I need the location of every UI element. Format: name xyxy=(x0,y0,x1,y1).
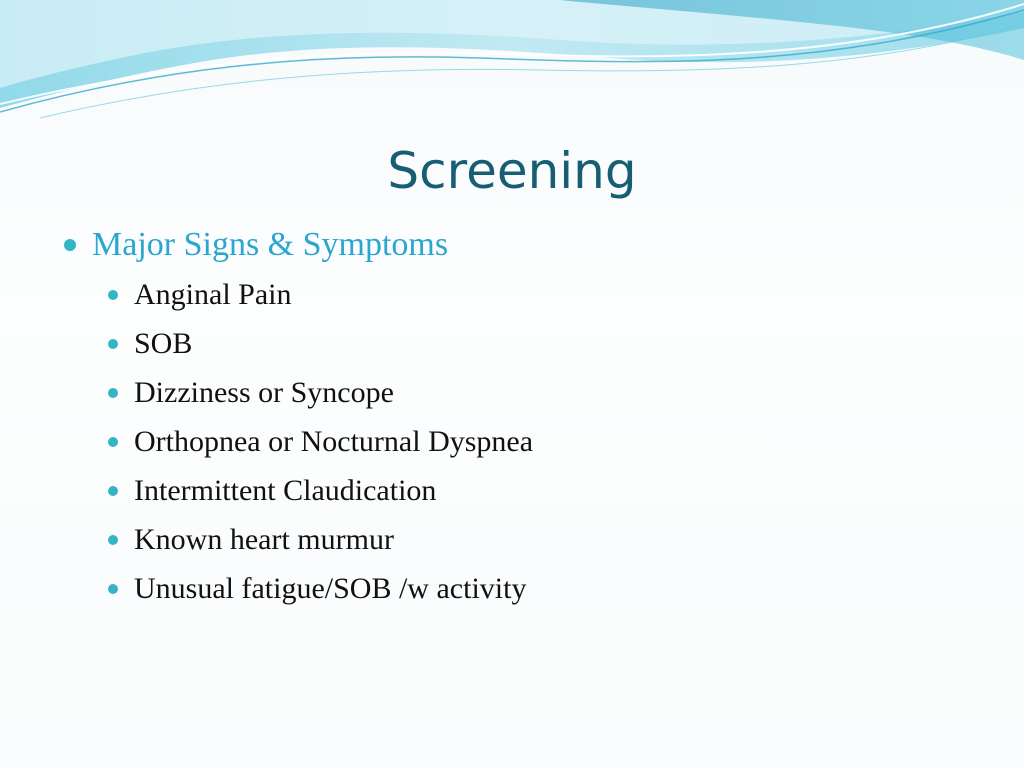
sub-bullet-item xyxy=(106,368,984,417)
sub-bullet-text: Orthopnea or Nocturnal Dyspnea xyxy=(134,425,534,458)
sub-bullet-item xyxy=(106,417,984,466)
slide-title: Screening xyxy=(387,142,637,200)
bullet-content xyxy=(64,222,984,613)
sub-bullet-text: Unusual fatigue/SOB /w activity xyxy=(134,572,527,605)
main-bullet-item xyxy=(64,222,984,268)
sub-bullet-item xyxy=(106,564,984,613)
bullet-dot-icon xyxy=(108,486,118,496)
sub-bullet-text: Anginal Pain xyxy=(134,278,292,311)
sub-bullet-item xyxy=(106,515,984,564)
header-wave-decoration xyxy=(0,0,1024,130)
sub-bullet-text: Known heart murmur xyxy=(134,523,394,556)
bullet-dot-icon xyxy=(108,437,118,447)
bullet-dot-icon xyxy=(108,535,118,545)
sub-bullet-text: Dizziness or Syncope xyxy=(134,376,394,409)
bullet-dot-icon xyxy=(108,339,118,349)
bullet-dot-icon xyxy=(64,239,76,251)
sub-bullet-text: SOB xyxy=(134,327,193,360)
bullet-dot-icon xyxy=(108,290,118,300)
bullet-dot-icon xyxy=(108,584,118,594)
sub-bullet-item xyxy=(106,270,984,319)
bullet-dot-icon xyxy=(108,388,118,398)
sub-bullet-list xyxy=(64,270,984,613)
main-bullet-text: Major Signs & Symptoms xyxy=(92,226,449,263)
sub-bullet-text: Intermittent Claudication xyxy=(134,474,437,507)
sub-bullet-item xyxy=(106,319,984,368)
sub-bullet-item xyxy=(106,466,984,515)
